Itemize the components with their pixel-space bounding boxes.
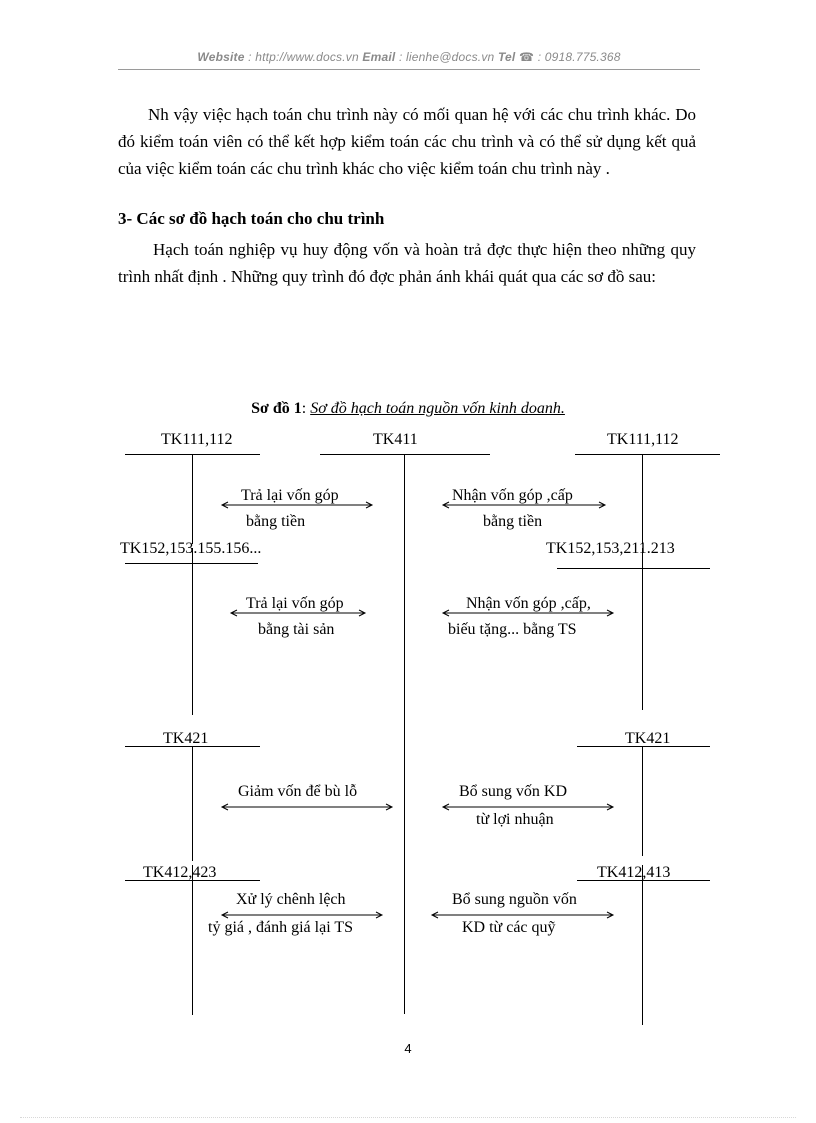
- website-label: Website: [197, 50, 245, 64]
- flow-add-capital-line1: Bổ sung vốn KD: [459, 783, 568, 800]
- account-tk111-left: TK111,112: [161, 431, 233, 448]
- flow-handle-diff-line1: Xử lý chênh lệch: [236, 891, 346, 908]
- flow-receive-asset-line2: biếu tặng... bằng TS: [448, 621, 577, 638]
- account-tk411: TK411: [373, 431, 418, 448]
- account-tk421-right: TK421: [625, 730, 671, 747]
- account-tk152-right: TK152,153,211.213: [546, 540, 675, 557]
- flow-handle-diff-line2: tỷ giá , đánh giá lại TS: [208, 919, 354, 936]
- flow-receive-asset-line1: Nhận vốn góp ,cấp,: [466, 595, 591, 612]
- caption-title: Sơ đồ hạch toán nguồn vốn kinh doanh.: [310, 400, 565, 417]
- tel-label: Tel: [497, 50, 516, 64]
- flow-add-capital-line2: từ lợi nhuận: [476, 811, 554, 828]
- phone-number: : 0918.775.368: [537, 50, 621, 64]
- flow-return-asset-line2: bằng tài sản: [258, 621, 335, 638]
- email-label: Email: [362, 50, 396, 64]
- paragraph-intro: Nh vậy việc hạch toán chu trình này có mối quan hệ với các chu trình khác. Do đó kiểm toán viên có thể kết hợp kiểm toán các chu trình và có thể sử dụng kết quả của việc kiểm toán các chu trình khác cho việc kiểm toán chu trình này .: [118, 105, 696, 178]
- account-tk152-left: TK152,153.155.156...: [120, 540, 262, 557]
- phone-icon: ☎: [519, 50, 535, 64]
- account-tk412-right: TK412,413: [597, 864, 671, 881]
- caption-number: Sơ đồ 1: [251, 400, 302, 417]
- page-number: 4: [404, 1041, 412, 1056]
- account-tk412-left: TK412,423: [143, 864, 217, 881]
- footer-divider: [20, 1117, 796, 1118]
- website-url[interactable]: : http://www.docs.vn: [248, 50, 359, 64]
- flow-return-cash-line2: bằng tiền: [246, 513, 306, 530]
- email-address[interactable]: : lienhe@docs.vn: [398, 50, 495, 64]
- flow-reduce-capital: Giảm vốn để bù lỗ: [238, 783, 358, 800]
- flow-receive-cash-line1: Nhận vốn góp ,cấp: [452, 487, 573, 504]
- flow-add-funds-line1: Bổ sung nguồn vốn: [452, 891, 577, 908]
- flow-add-funds-line2: KD từ các quỹ: [462, 919, 556, 936]
- flow-return-cash-line1: Trả lại vốn góp: [241, 487, 339, 504]
- caption-separator: :: [301, 400, 311, 417]
- section-heading: 3- Các sơ đồ hạch toán cho chu trình: [118, 209, 385, 228]
- flow-receive-cash-line2: bằng tiền: [483, 513, 543, 530]
- account-tk421-left: TK421: [163, 730, 209, 747]
- account-tk111-right: TK111,112: [607, 431, 679, 448]
- flow-return-asset-line1: Trả lại vốn góp: [246, 595, 344, 612]
- paragraph-schemas: Hạch toán nghiệp vụ huy động vốn và hoàn trả đợc thực hiện theo những quy trình nhất định . Những quy trình đó đợc phản ánh khái quát qua các sơ đồ sau:: [118, 240, 696, 286]
